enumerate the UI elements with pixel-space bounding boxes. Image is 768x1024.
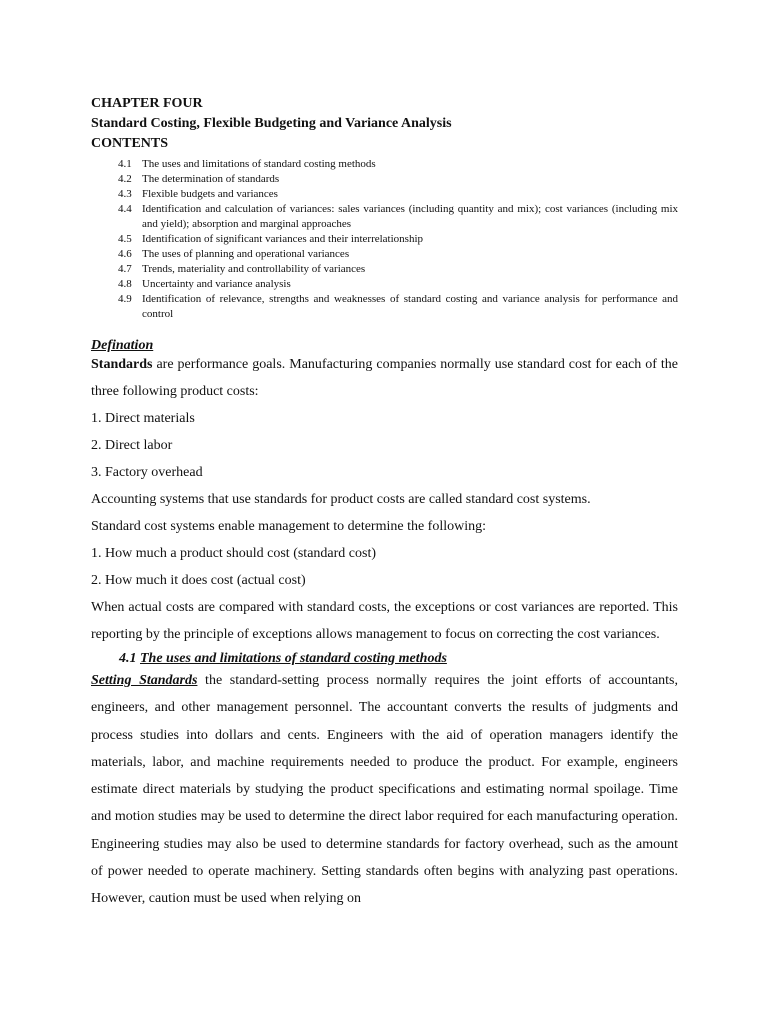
list-item: 1. Direct materials	[91, 411, 195, 426]
paragraph: Standard cost systems enable management to determine the following:	[91, 519, 487, 534]
toc-item	[91, 292, 678, 322]
contents-label: CONTENTS	[91, 136, 169, 151]
paragraph: Accounting systems that use standards for product costs are called standard cost systems.	[91, 492, 591, 507]
toc-text: Uncertainty and variance analysis	[142, 278, 291, 290]
toc-item	[91, 172, 678, 187]
list-item: 2. Direct labor	[91, 438, 173, 453]
toc-text: The uses of planning and operational variances	[142, 248, 350, 260]
toc-text: Flexible budgets and variances	[142, 188, 278, 200]
definition-body	[91, 351, 678, 648]
definition-intro-text: are performance goals. Manufacturing companies normally use standard cost for each of the three following product costs:	[91, 357, 678, 399]
toc-number: 4.8	[118, 278, 132, 290]
toc-text: Identification of relevance, strengths and weaknesses of standard costing and variance analysis for performance and control	[142, 293, 678, 320]
toc-item	[91, 262, 678, 277]
chapter-heading: CHAPTER FOUR	[91, 96, 203, 111]
toc-number: 4.1	[118, 158, 132, 170]
list-item: 2. How much it does cost (actual cost)	[91, 573, 306, 588]
list-item: 1. How much a product should cost (standard cost)	[91, 546, 376, 561]
toc-number: 4.2	[118, 173, 132, 185]
paragraph: When actual costs are compared with standard costs, the exceptions or cost variances are reported. This reporting by the principle of exceptions allows management to focus on correcting the cost variances.	[91, 600, 678, 642]
toc-item	[91, 277, 678, 292]
document-content	[91, 94, 678, 913]
setting-standards-text: the standard-setting process normally requires the joint efforts of accountants, engineers, and other management personnel. The accountant converts the results of judgments and process studies into dollars and cents. Engineers with the aid of operation managers identify the materials, labor, and machine requirements needed to produce the product. For example, engineers estimate direct materials by studying the product specifications and estimating normal spoilage. Time and motion studies may be used to determine the direct labor required for each manufacturing operation. Engineering studies may also be used to determine standards for factory overhead, such as the amount of power needed to operate machinery. Setting standards often begins with analyzing past operations. However, caution must be used when relying on	[91, 673, 678, 907]
toc-item	[91, 157, 678, 172]
toc-text: Trends, materiality and controllability of variances	[142, 263, 366, 275]
toc-number: 4.3	[118, 188, 132, 200]
toc-item	[91, 232, 678, 247]
toc-number: 4.5	[118, 233, 132, 245]
toc-text: The uses and limitations of standard costing methods	[142, 158, 376, 170]
toc-text: Identification of significant variances and their interrelationship	[142, 233, 424, 245]
definition-intro	[91, 351, 678, 405]
definition-heading: Defination	[91, 338, 154, 353]
setting-standards-paragraph	[91, 667, 678, 913]
toc-number: 4.6	[118, 248, 132, 260]
toc-number: 4.9	[118, 293, 132, 305]
toc-number: 4.4	[118, 203, 132, 215]
list-item: 3. Factory overhead	[91, 465, 203, 480]
chapter-title: Standard Costing, Flexible Budgeting and Variance Analysis	[91, 116, 452, 131]
setting-standards-lead: Setting Standards	[91, 673, 198, 688]
toc-item	[91, 187, 678, 202]
toc-number: 4.7	[118, 263, 132, 275]
toc-item	[91, 202, 678, 232]
table-of-contents	[91, 157, 678, 322]
toc-text: Identification and calculation of variances: sales variances (including quantity and mix); cost variances (including mix and yield); absorption and marginal approaches	[142, 203, 678, 230]
section-title: The uses and limitations of standard costing methods	[140, 651, 447, 666]
toc-item	[91, 247, 678, 262]
toc-text: The determination of standards	[142, 173, 280, 185]
section-number: 4.1	[119, 651, 137, 666]
standards-term: Standards	[91, 357, 153, 372]
